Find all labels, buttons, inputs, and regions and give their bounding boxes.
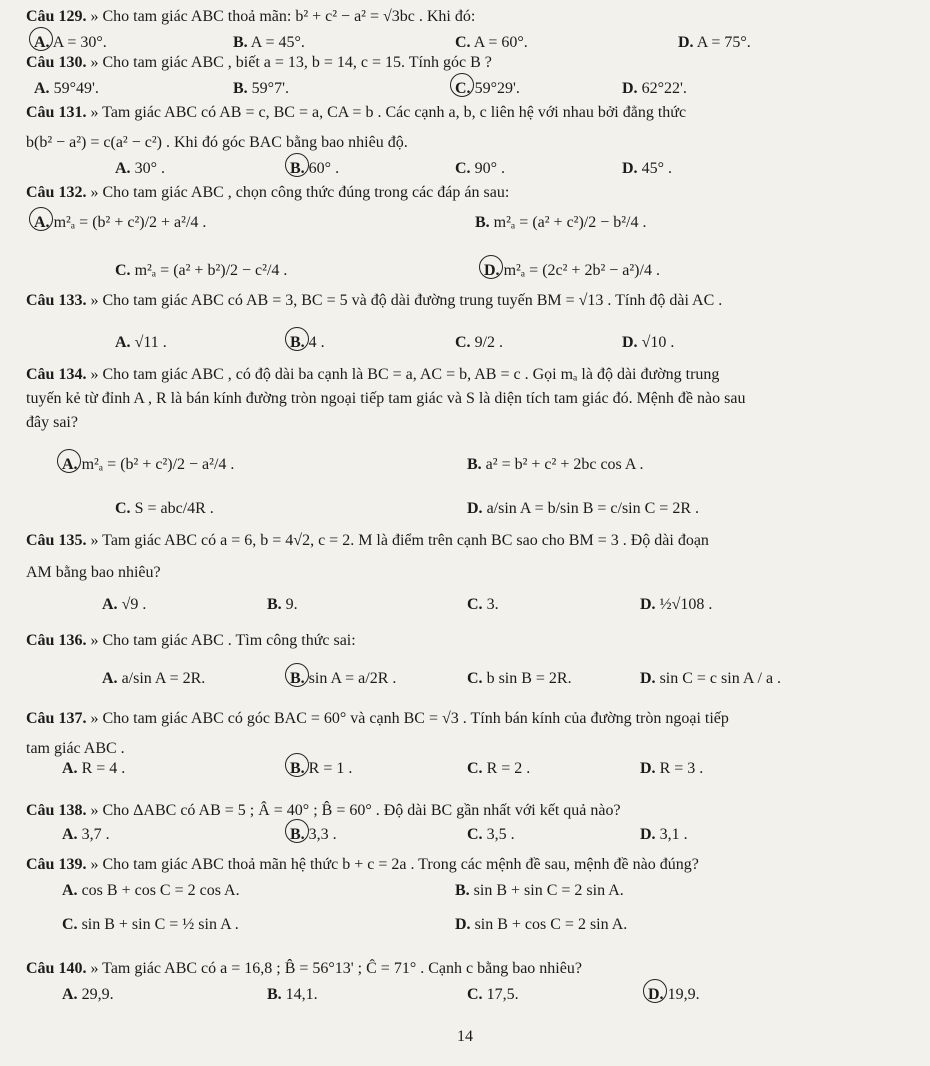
question-text: » Cho ΔABC có AB = 5 ; Â = 40° ; B̂ = 60° . Độ dài BC gần nhất với kết quả nào? (90, 802, 621, 819)
options-132-row2 (0, 258, 930, 284)
options-135 (0, 592, 930, 618)
options-137 (0, 756, 930, 782)
option-a[interactable]: A. m²ₐ = (b² + c²)/2 − a²/4 . (62, 452, 234, 478)
question-135-line2 (26, 562, 916, 584)
question-140 (26, 958, 916, 980)
option-c[interactable]: C. 3. (467, 596, 499, 613)
options-134-row1 (0, 452, 930, 478)
option-c[interactable]: C. 59°29'. (455, 76, 520, 102)
option-b[interactable]: B. m²ₐ = (a² + c²)/2 − b²/4 . (475, 214, 647, 231)
options-139-row1 (0, 878, 930, 904)
question-133 (26, 290, 916, 312)
question-134-line2 (26, 388, 916, 410)
options-132-row1 (0, 210, 930, 236)
question-number: Câu 136. (26, 632, 87, 649)
option-d[interactable]: D. 3,1 . (640, 826, 688, 843)
option-b[interactable]: B. 14,1. (267, 986, 318, 1003)
option-c[interactable]: C. S = abc/4R . (115, 500, 214, 517)
option-b[interactable]: B. R = 1 . (290, 756, 352, 782)
option-c[interactable]: C. 17,5. (467, 986, 519, 1003)
question-131 (26, 102, 916, 124)
options-138 (0, 822, 930, 848)
option-b[interactable]: B. 9. (267, 596, 298, 613)
question-number: Câu 135. (26, 532, 87, 549)
option-c[interactable]: C. A = 60°. (455, 34, 528, 51)
question-134 (26, 364, 916, 386)
question-text: » Tam giác ABC có a = 6, b = 4√2, c = 2. M là điểm trên cạnh BC sao cho BM = 3 . Độ dài đoạn (90, 532, 709, 549)
question-text: tam giác ABC . (26, 740, 125, 757)
option-b[interactable]: B. 4 . (290, 330, 325, 356)
question-text: » Cho tam giác ABC thoả mãn: b² + c² − a² = √3bc . Khi đó: (90, 8, 476, 25)
question-text: » Cho tam giác ABC , biết a = 13, b = 14, c = 15. Tính góc B ? (90, 54, 492, 71)
question-text: » Cho tam giác ABC , chọn công thức đúng trong các đáp án sau: (90, 184, 510, 201)
question-138 (26, 800, 916, 822)
option-d[interactable]: D. 45° . (622, 160, 672, 177)
question-text: » Cho tam giác ABC . Tìm công thức sai: (90, 632, 356, 649)
question-number: Câu 139. (26, 856, 87, 873)
options-130 (0, 76, 930, 102)
option-a[interactable]: A. a/sin A = 2R. (102, 670, 206, 687)
options-131 (0, 156, 930, 182)
option-b[interactable]: B. 59°7'. (233, 80, 289, 97)
option-b[interactable]: B. sin A = a/2R . (290, 666, 396, 692)
option-a[interactable]: A. √9 . (102, 596, 147, 613)
option-c[interactable]: C. 9/2 . (455, 334, 504, 351)
question-text: AM bằng bao nhiêu? (26, 564, 161, 581)
option-b[interactable]: B. sin B + sin C = 2 sin A. (455, 882, 624, 899)
question-139 (26, 854, 916, 876)
option-a[interactable]: A. 3,7 . (62, 826, 110, 843)
option-b[interactable]: B. 3,3 . (290, 822, 337, 848)
option-a[interactable]: A. 30° . (115, 160, 165, 177)
option-a[interactable]: A. R = 4 . (62, 760, 126, 777)
option-a[interactable]: A. 29,9. (62, 986, 114, 1003)
option-c[interactable]: C. sin B + sin C = ½ sin A . (62, 916, 239, 933)
question-number: Câu 134. (26, 366, 87, 383)
option-d[interactable]: D. m²ₐ = (2c² + 2b² − a²)/4 . (484, 258, 660, 284)
question-text: tuyến kẻ từ đỉnh A , R là bán kính đường tròn ngoại tiếp tam giác và S là diện tích tam giác đó. Mệnh đề nào sau (26, 390, 746, 407)
question-number: Câu 129. (26, 8, 87, 25)
question-130 (26, 52, 916, 74)
options-140 (0, 982, 930, 1008)
option-c[interactable]: C. R = 2 . (467, 760, 531, 777)
options-134-row2 (0, 496, 930, 522)
option-d[interactable]: D. ½√108 . (640, 596, 713, 613)
question-text: » Cho tam giác ABC có AB = 3, BC = 5 và độ dài đường trung tuyến BM = √13 . Tính độ dài AC . (90, 292, 723, 309)
option-b[interactable]: B. 60° . (290, 156, 339, 182)
question-136 (26, 630, 916, 652)
option-d[interactable]: D. 19,9. (648, 982, 700, 1008)
question-text: » Tam giác ABC có AB = c, BC = a, CA = b . Các cạnh a, b, c liên hệ với nhau bởi đẳng thức (90, 104, 687, 121)
question-text: » Cho tam giác ABC có góc BAC = 60° và cạnh BC = √3 . Tính bán kính của đường tròn ngoại tiếp (90, 710, 729, 727)
question-number: Câu 132. (26, 184, 87, 201)
question-text: b(b² − a²) = c(a² − c²) . Khi đó góc BAC bằng bao nhiêu độ. (26, 134, 408, 151)
question-text: » Cho tam giác ABC thoả mãn hệ thức b + c = 2a . Trong các mệnh đề sau, mệnh đề nào đúng? (90, 856, 699, 873)
option-a[interactable]: A. 59°49'. (34, 80, 99, 97)
page-number: 14 (457, 1028, 473, 1045)
option-d[interactable]: D. √10 . (622, 334, 675, 351)
option-a[interactable]: A. cos B + cos C = 2 cos A. (62, 882, 240, 899)
options-136 (0, 666, 930, 692)
options-139-row2 (0, 912, 930, 938)
question-number: Câu 137. (26, 710, 87, 727)
option-c[interactable]: C. b sin B = 2R. (467, 670, 572, 687)
question-137 (26, 708, 916, 730)
question-134-line3 (26, 412, 916, 434)
option-a[interactable]: A. m²ₐ = (b² + c²)/2 + a²/4 . (34, 210, 206, 236)
question-text: đây sai? (26, 414, 78, 431)
option-b[interactable]: B. A = 45°. (233, 34, 305, 51)
question-131-line2 (26, 132, 916, 154)
question-text: » Tam giác ABC có a = 16,8 ; B̂ = 56°13' ; Ĉ = 71° . Cạnh c bằng bao nhiêu? (90, 960, 582, 977)
question-number: Câu 138. (26, 802, 87, 819)
option-d[interactable]: D. 62°22'. (622, 80, 687, 97)
question-text: » Cho tam giác ABC , có độ dài ba cạnh là BC = a, AC = b, AB = c . Gọi mₐ là độ dài đường trung (90, 366, 720, 383)
option-d[interactable]: D. sin B + cos C = 2 sin A. (455, 916, 628, 933)
option-c[interactable]: C. 3,5 . (467, 826, 515, 843)
question-132 (26, 182, 916, 204)
options-133 (0, 330, 930, 356)
question-number: Câu 131. (26, 104, 87, 121)
option-c[interactable]: C. m²ₐ = (a² + b²)/2 − c²/4 . (115, 262, 288, 279)
option-b[interactable]: B. a² = b² + c² + 2bc cos A . (467, 456, 644, 473)
question-135 (26, 530, 916, 552)
option-d[interactable]: D. a/sin A = b/sin B = c/sin C = 2R . (467, 500, 699, 517)
option-a[interactable]: A. √11 . (115, 334, 167, 351)
question-129 (26, 6, 916, 28)
question-number: Câu 133. (26, 292, 87, 309)
option-a[interactable]: A. A = 30°. (34, 30, 107, 56)
question-number: Câu 130. (26, 54, 87, 71)
option-d[interactable]: D. R = 3 . (640, 760, 704, 777)
option-c[interactable]: C. 90° . (455, 160, 505, 177)
question-number: Câu 140. (26, 960, 87, 977)
option-d[interactable]: D. A = 75°. (678, 34, 751, 51)
option-d[interactable]: D. sin C = c sin A / a . (640, 670, 782, 687)
